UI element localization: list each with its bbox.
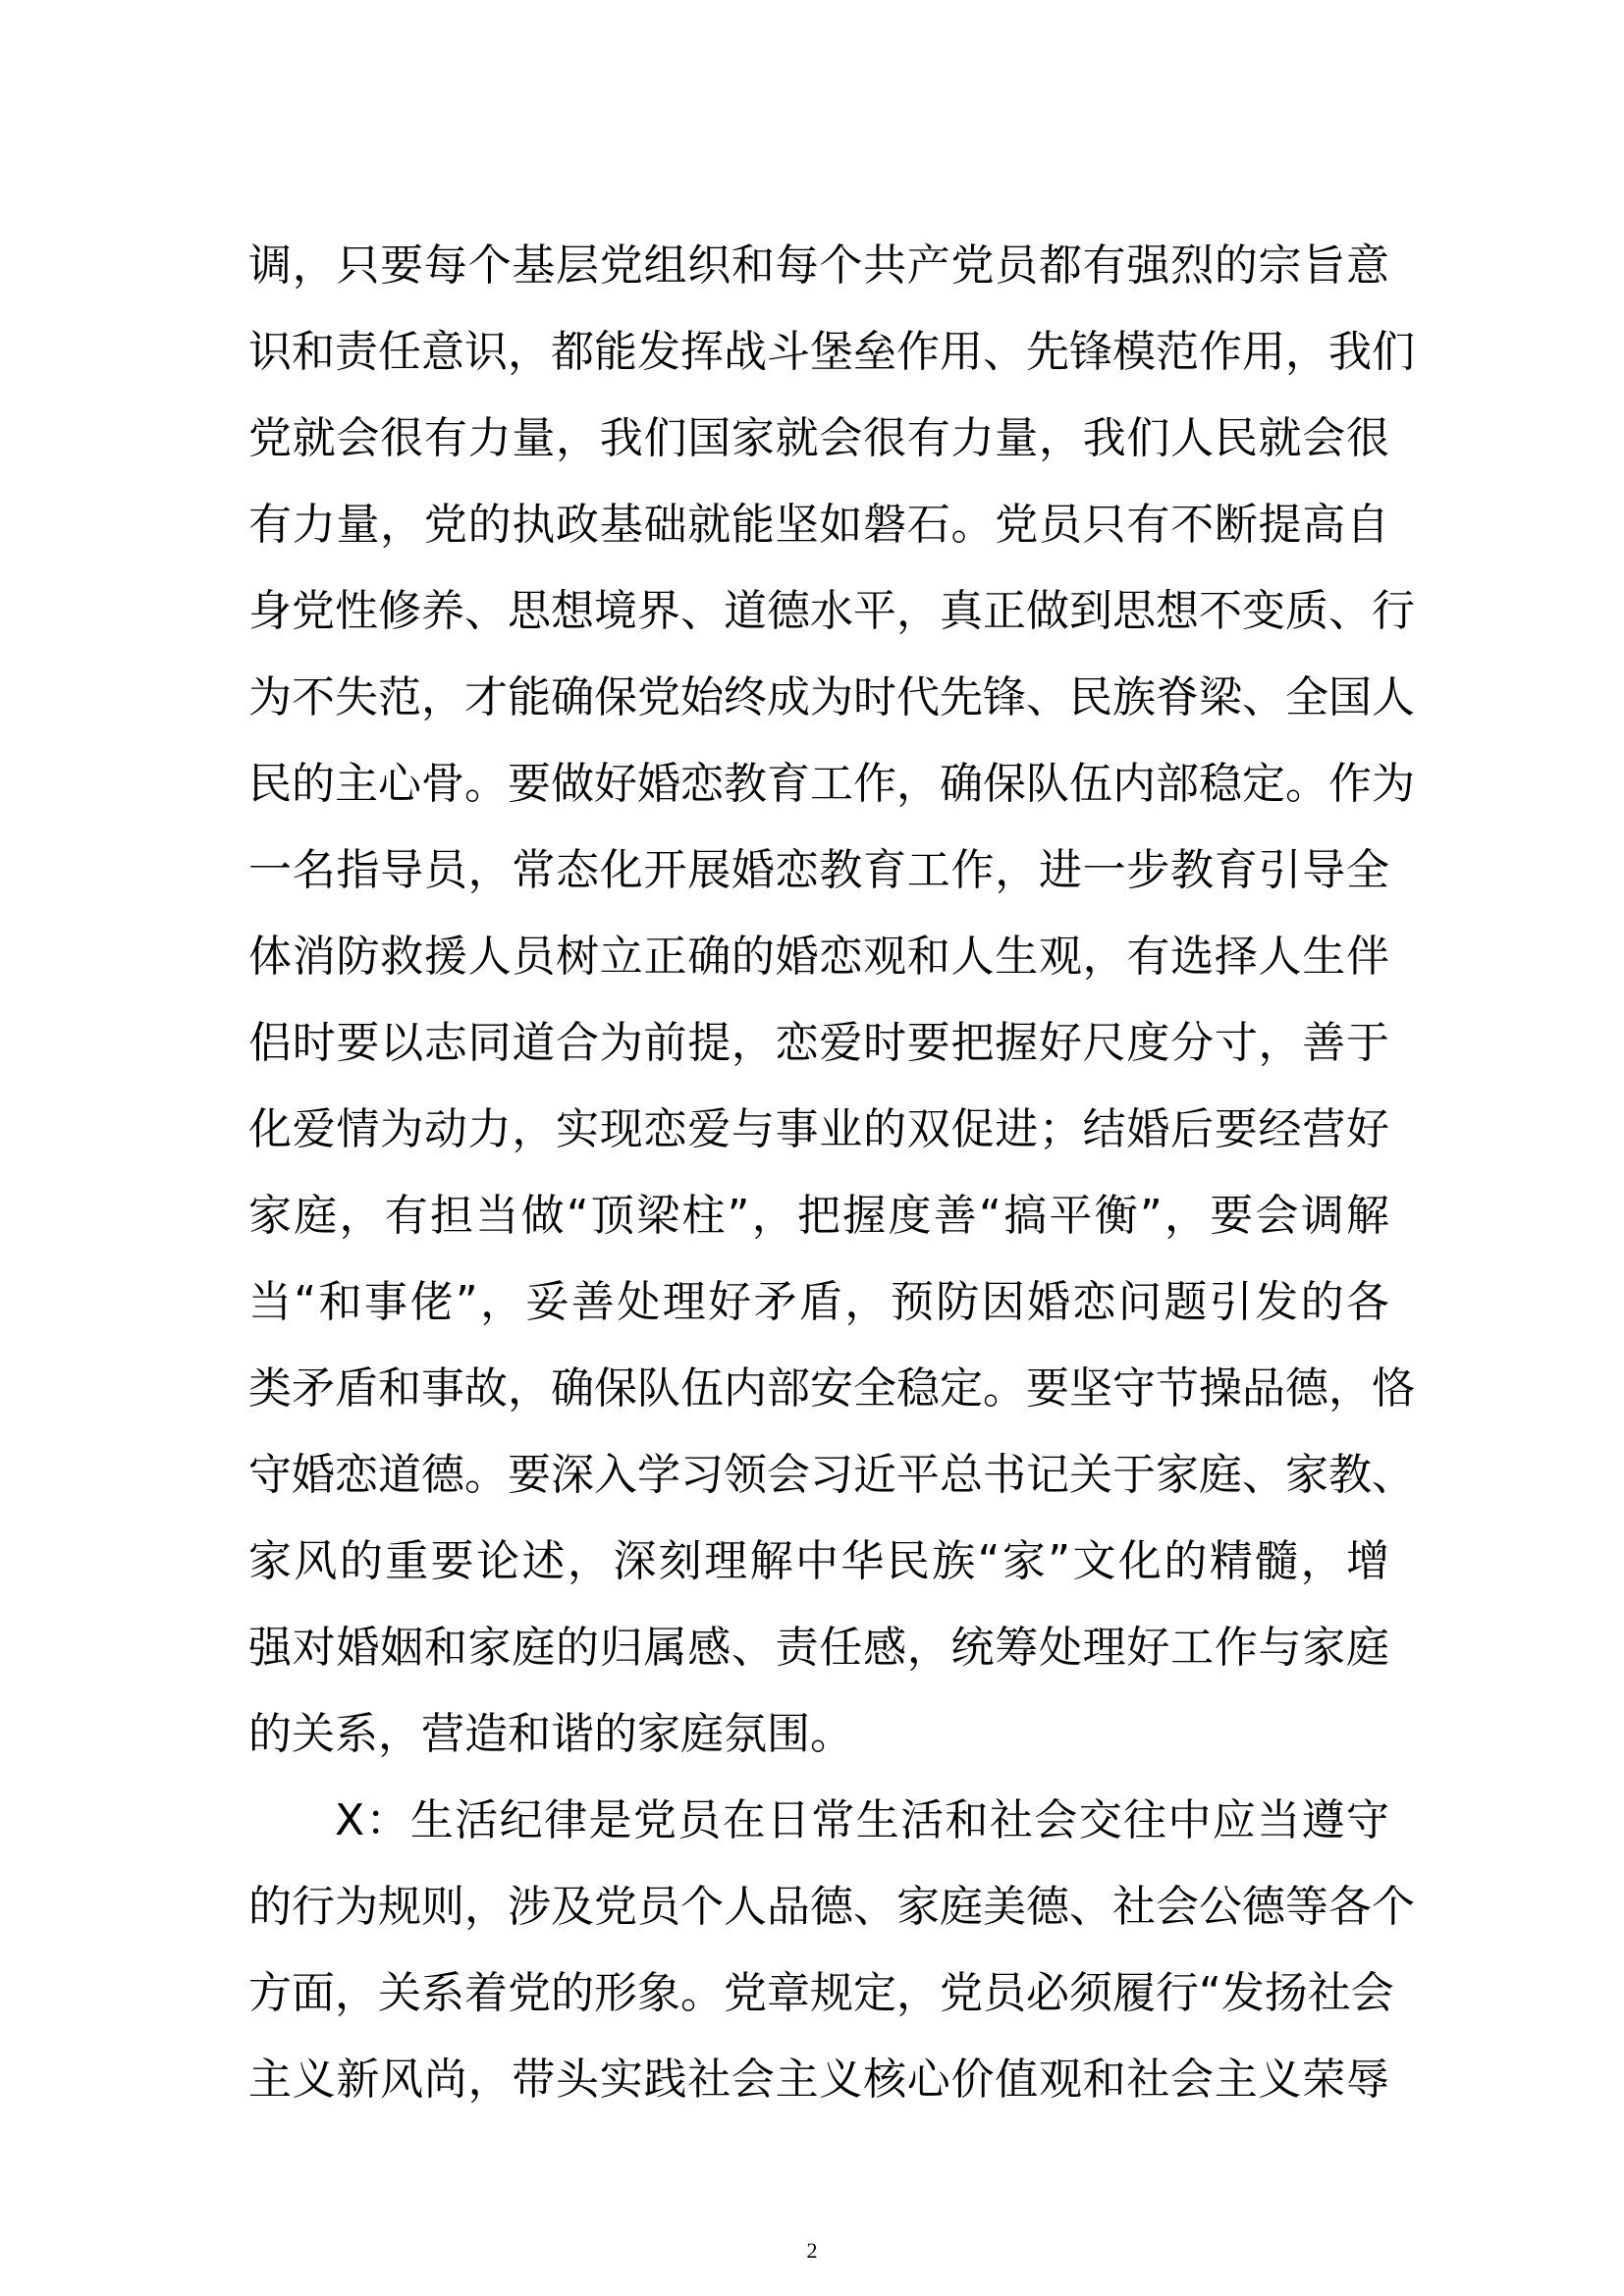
text-line: 识和责任意识，都能发挥战斗堡垒作用、先锋模范作用，我们 bbox=[248, 327, 1415, 377]
text-line: 调，只要每个基层党组织和每个共产党员都有强烈的宗旨意 bbox=[248, 240, 1389, 291]
text-line: 民的主心骨。要做好婚恋教育工作，确保队伍内部稳定。作为 bbox=[248, 759, 1415, 809]
text-line: 家庭，有担当做“顶梁柱”，把握度善“搞平衡”，要会调解 bbox=[248, 1191, 1389, 1241]
text-line: 有力量，党的执政基础就能坚如磐石。党员只有不断提高自 bbox=[248, 500, 1389, 550]
paragraph bbox=[248, 1778, 1415, 2123]
text-line: 化爱情为动力，实现恋爱与事业的双促进；结婚后要经营好 bbox=[248, 1104, 1389, 1154]
text-line: 身党性修养、思想境界、道德水平，真正做到思想不变质、行 bbox=[248, 586, 1415, 636]
text-line: X：生活纪律是党员在日常生活和社会交往中应当遵守 bbox=[335, 1795, 1389, 1845]
text-line: 党就会很有力量，我们国家就会很有力量，我们人民就会很 bbox=[248, 413, 1389, 463]
text-line: 的关系，营造和谐的家庭氛围。 bbox=[248, 1709, 853, 1759]
text-line: 类矛盾和事故，确保队伍内部安全稳定。要坚守节操品德，恪 bbox=[248, 1363, 1415, 1414]
paragraph bbox=[248, 223, 1415, 1778]
text-line: 当“和事佬”，妥善处理好矛盾，预防因婚恋问题引发的各 bbox=[248, 1277, 1389, 1327]
text-line: 家风的重要论述，深刻理解中华民族“家”文化的精髓，增 bbox=[248, 1536, 1389, 1586]
page-number: 2 bbox=[806, 2238, 818, 2263]
text-line: 强对婚姻和家庭的归属感、责任感，统筹处理好工作与家庭 bbox=[248, 1623, 1389, 1673]
document-body bbox=[248, 223, 1415, 2123]
text-line: 一名指导员，常态化开展婚恋教育工作，进一步教育引导全 bbox=[248, 845, 1389, 895]
text-line: 守婚恋道德。要深入学习领会习近平总书记关于家庭、家教、 bbox=[248, 1450, 1415, 1500]
text-line: 体消防救援人员树立正确的婚恋观和人生观，有选择人生伴 bbox=[248, 932, 1389, 982]
text-line: 侣时要以志同道合为前提，恋爱时要把握好尺度分寸，善于 bbox=[248, 1018, 1389, 1068]
text-line: 为不失范，才能确保党始终成为时代先锋、民族脊梁、全国人 bbox=[248, 672, 1415, 722]
text-line: 主义新风尚，带头实践社会主义核心价值观和社会主义荣辱 bbox=[248, 2055, 1389, 2105]
text-line: 方面，关系着党的形象。党章规定，党员必须履行“发扬社会 bbox=[248, 1968, 1394, 2018]
text-line: 的行为规则，涉及党员个人品德、家庭美德、社会公德等各个 bbox=[248, 1882, 1415, 1932]
